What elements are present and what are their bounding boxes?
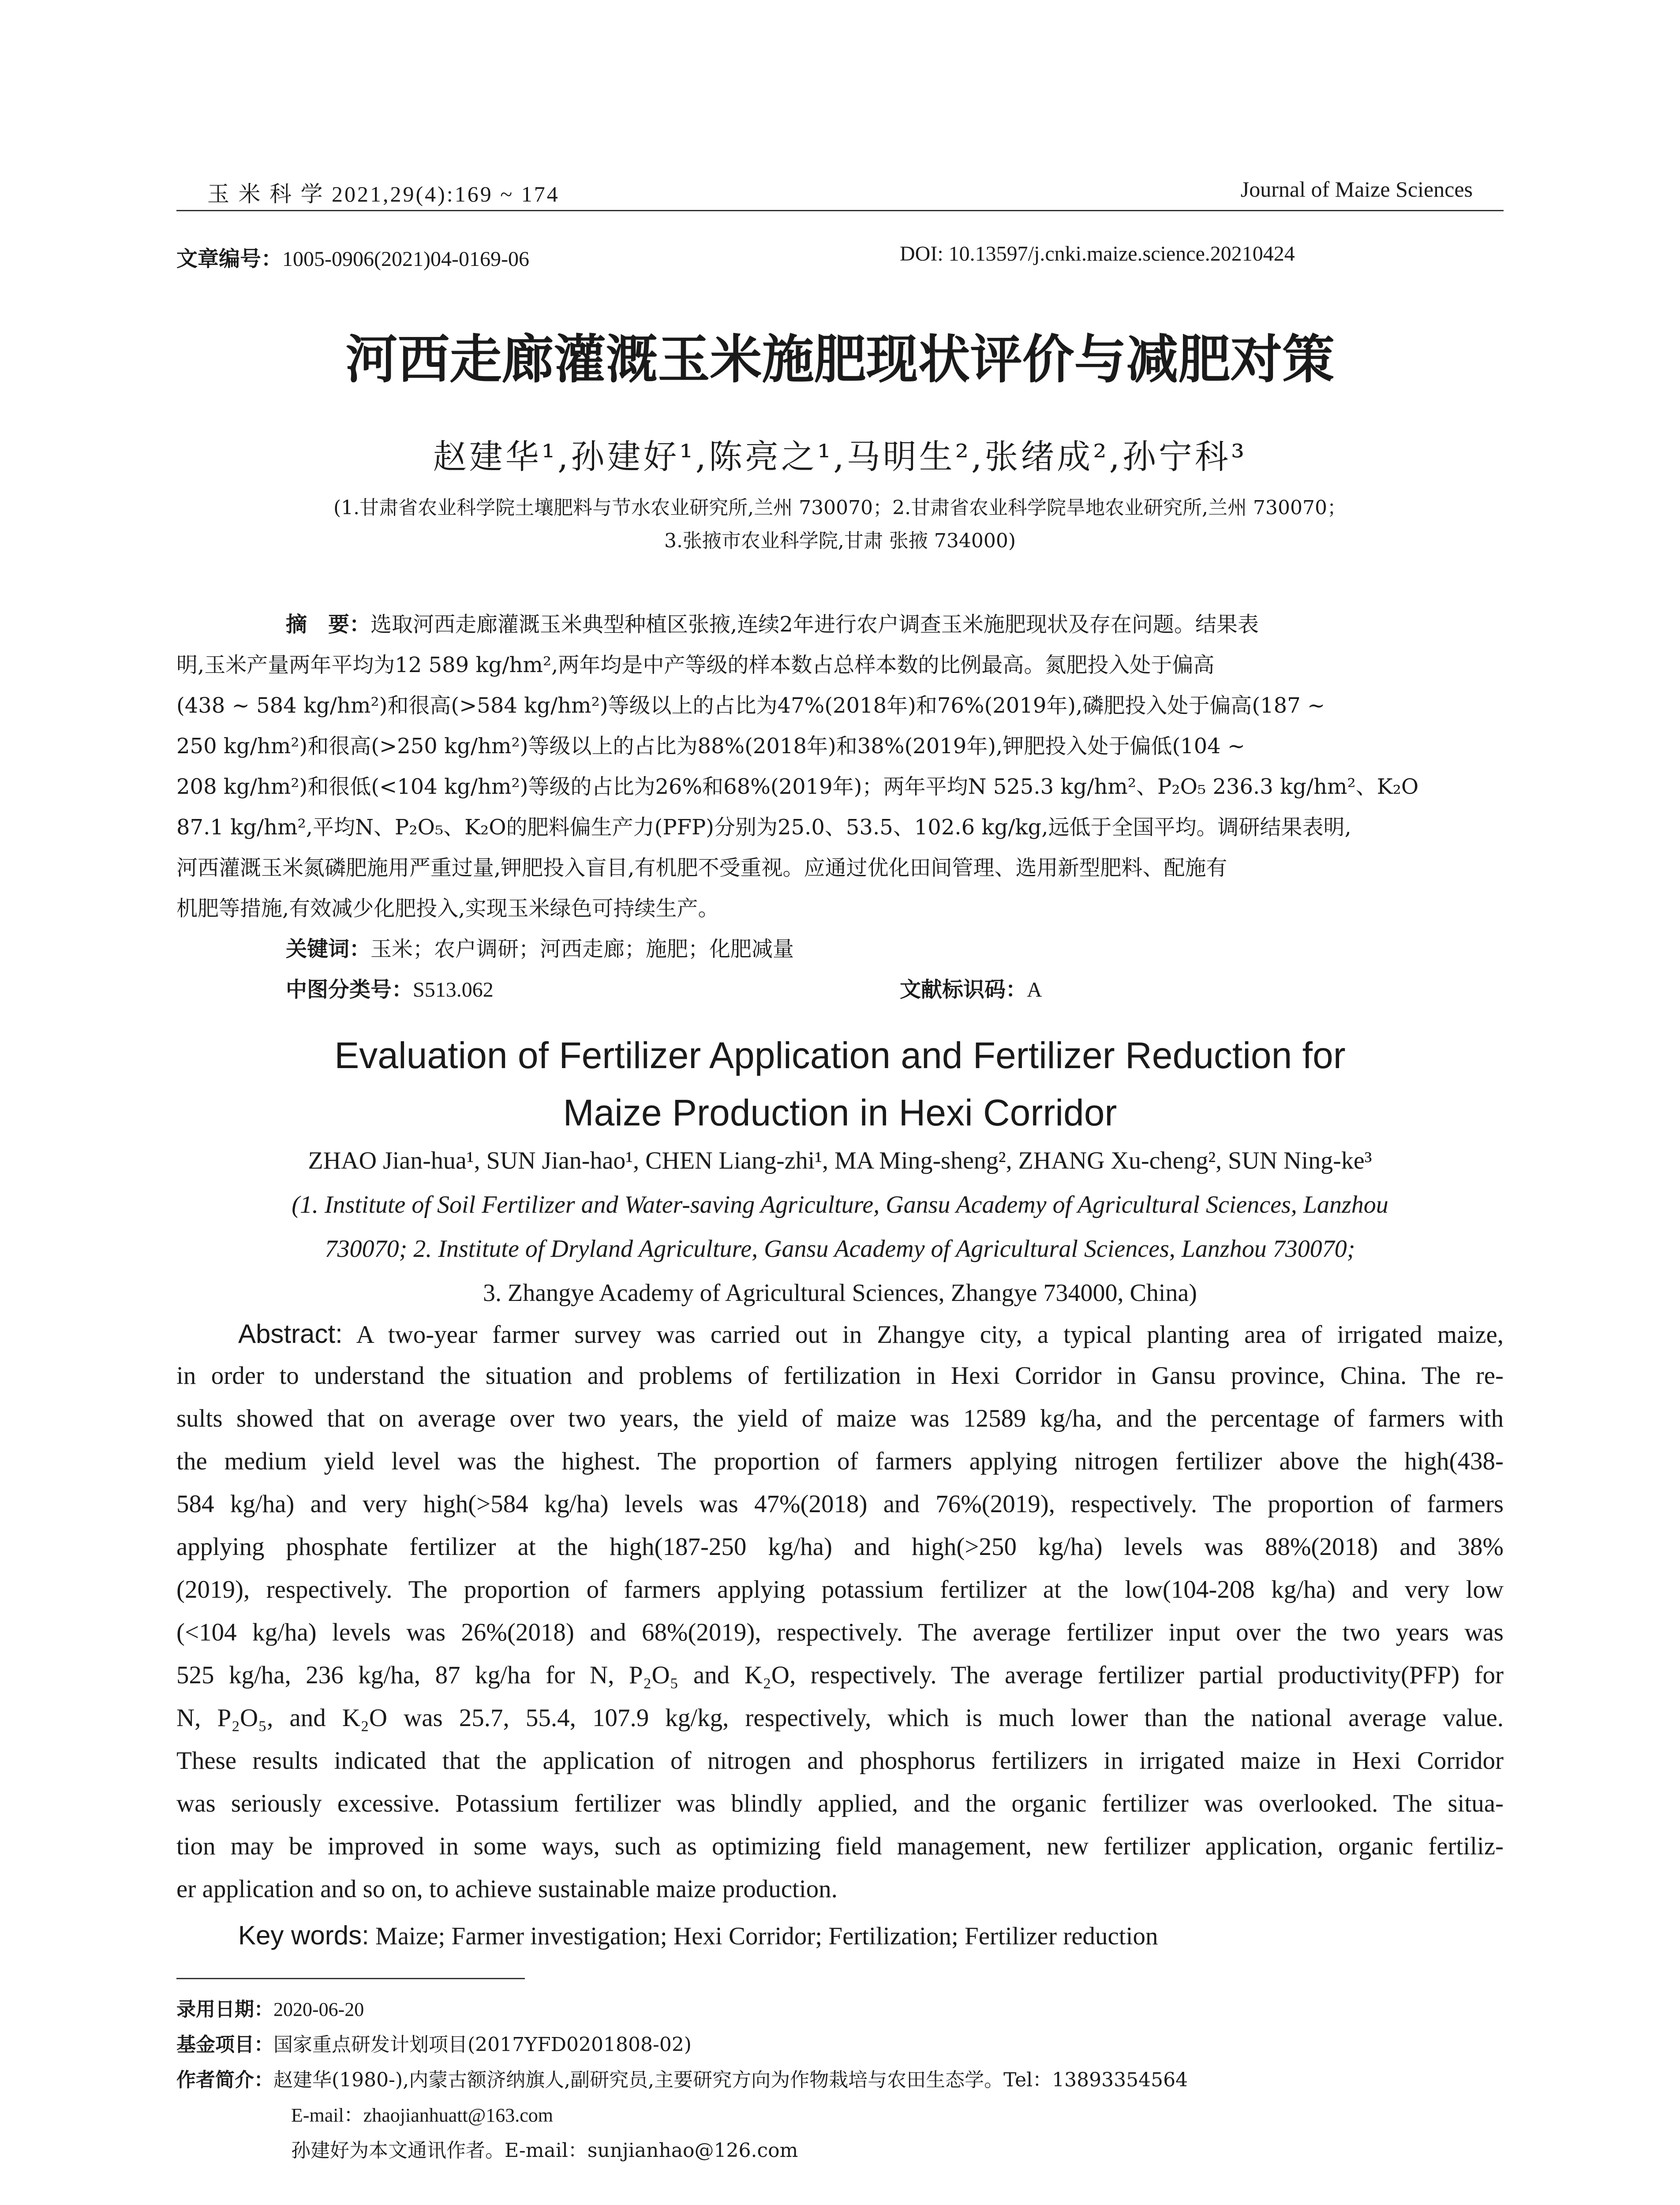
en-abstract-line: in order to understand the situation and problems of fertilization in Hexi Corridor in Gansu province, China. The re- xyxy=(176,1362,1504,1390)
en-abstract-line: tion may be improved in some ways, such as optimizing field management, new fertilizer application, organic fertiliz- xyxy=(176,1832,1504,1860)
cn-doc-code-label: 文献标识码： xyxy=(900,977,1027,1002)
en-abstract-line: was seriously excessive. Potassium fertilizer was blindly applied, and the organic fertilizer was overlooked. The situa- xyxy=(176,1790,1504,1817)
en-title-line: Maize Production in Hexi Corridor xyxy=(563,1092,1117,1133)
article-number-value: 1005-0906(2021)04-0169-06 xyxy=(282,247,529,271)
footnote-corresponding: 孙建好为本文通讯作者。E-mail：sunjianhao@126.com xyxy=(291,2139,798,2162)
en-keywords-value: Maize; Farmer investigation; Hexi Corridor; Fertilization; Fertilizer reduction xyxy=(375,1922,1158,1950)
cn-keywords-label: 关键词： xyxy=(286,937,371,961)
en-keywords-label: Key words: xyxy=(238,1921,369,1950)
en-authors: ZHAO Jian-hua¹, SUN Jian-hao¹, CHEN Liang-zhi¹, MA Ming-sheng², ZHANG Xu-cheng², SUN Ning-ke³ xyxy=(308,1147,1372,1174)
en-abstract-label: Abstract: xyxy=(238,1319,343,1349)
en-abstract-line: the medium yield level was the highest. The proportion of farmers applying nitrogen fertilizer above the high(438- xyxy=(176,1447,1504,1475)
footnote-received: 录用日期：2020-06-20 xyxy=(176,1998,364,2021)
cn-abstract-line: 摘 要：选取河西走廊灌溉玉米典型种植区张掖,连续2年进行农户调查玉米施肥现状及存在问题。结果表 xyxy=(286,612,1259,637)
en-affiliation-line: 3. Zhangye Academy of Agricultural Sciences, Zhangye 734000, China) xyxy=(483,1279,1197,1307)
cn-abstract-line: 河西灌溉玉米氮磷肥施用严重过量,钾肥投入盲目,有机肥不受重视。应通过优化田间管理、选用新型肥料、配施有 xyxy=(176,856,1227,880)
journal-header-cn: 玉 米 科 学 2021,29(4):169 ~ 174 xyxy=(207,182,560,206)
doi: DOI: 10.13597/j.cnki.maize.science.20210424 xyxy=(900,242,1295,265)
cn-clc xyxy=(286,979,494,1001)
cn-clc-value: S513.062 xyxy=(413,978,494,1002)
journal-header-en: Journal of Maize Sciences xyxy=(1240,177,1473,202)
cn-abstract-line: 明,玉米产量两年平均为12 589 kg/hm²,两年均是中产等级的样本数占总样本数的比例最高。氮肥投入处于偏高 xyxy=(176,653,1215,677)
header-divider xyxy=(176,210,1504,211)
en-abstract-line: sults showed that on average over two years, the yield of maize was 12589 kg/ha, and the percentage of farmers with xyxy=(176,1405,1504,1432)
en-abstract-line: These results indicated that the application of nitrogen and phosphorus fertilizers in irrigated maize in Hexi Corridor xyxy=(176,1747,1504,1775)
cn-affiliation-line: (1.甘肃省农业科学院土壤肥料与节水农业研究所,兰州 730070；2.甘肃省农业科学院旱地农业研究所,兰州 730070； xyxy=(333,497,1347,519)
cn-affiliation-line: 3.张掖市农业科学院,甘肃 张掖 734000) xyxy=(664,530,1016,552)
cn-abstract-line: (438 ~ 584 kg/hm²)和很高(>584 kg/hm²)等级以上的占比为47%(2018年)和76%(2019年),磷肥投入处于偏高(187 ~ xyxy=(176,693,1325,718)
cn-doc-code xyxy=(900,979,1042,1001)
en-abstract-line: 525 kg/ha, 236 kg/ha, 87 kg/ha for N, P₂O₅ and K₂O, respectively. The average fertilizer partial productivity(PFP) for xyxy=(176,1661,1504,1689)
cn-title: 河西走廊灌溉玉米施肥现状评价与减肥对策 xyxy=(345,329,1335,390)
cn-abstract-line: 250 kg/hm²)和很高(>250 kg/hm²)等级以上的占比为88%(2018年)和38%(2019年),钾肥投入处于偏低(104 ~ xyxy=(176,734,1246,759)
cn-abstract-line: 机肥等措施,有效减少化肥投入,实现玉米绿色可持续生产。 xyxy=(176,896,719,921)
cn-authors: 赵建华¹,孙建好¹,陈亮之¹,马明生²,张绪成²,孙宁科³ xyxy=(433,437,1247,476)
cn-abstract-label: 摘 要： xyxy=(286,612,371,637)
en-affiliation-line: 730070; 2. Institute of Dryland Agriculture, Gansu Academy of Agricultural Sciences, Lanzhou 730070; xyxy=(325,1235,1355,1263)
cn-doc-code-value: A xyxy=(1027,978,1042,1002)
en-abstract-line: N, P₂O₅, and K₂O was 25.7, 55.4, 107.9 kg/kg, respectively, which is much lower than the national average value. xyxy=(176,1704,1504,1732)
en-abstract-line: Abstract: A two-year farmer survey was carried out in Zhangye city, a typical planting area of irrigated maize, xyxy=(238,1319,1504,1349)
footnote-divider xyxy=(176,1978,525,1979)
cn-keywords-value: 玉米；农户调研；河西走廊；施肥；化肥减量 xyxy=(370,937,794,961)
en-abstract-line: 584 kg/ha) and very high(>584 kg/ha) levels was 47%(2018) and 76%(2019), respectively. The proportion of farmers xyxy=(176,1490,1504,1518)
en-affiliation-line: (1. Institute of Soil Fertilizer and Water-saving Agriculture, Gansu Academy of Agricultural Sciences, Lanzhou xyxy=(292,1191,1388,1218)
cn-keywords xyxy=(286,938,794,960)
en-abstract-line: applying phosphate fertilizer at the high(187-250 kg/ha) and high(>250 kg/ha) levels was 88%(2018) and 38% xyxy=(176,1533,1504,1561)
en-title-line: Evaluation of Fertilizer Application and Fertilizer Reduction for xyxy=(334,1035,1346,1076)
footnote-author-email: E-mail：zhaojianhuatt@163.com xyxy=(291,2104,554,2126)
en-abstract-line: (2019), respectively. The proportion of farmers applying potassium fertilizer at the low(104-208 kg/ha) and very low xyxy=(176,1576,1504,1603)
cn-clc-label: 中图分类号： xyxy=(286,977,413,1002)
article-number-label: 文章编号： xyxy=(176,247,283,271)
en-keywords xyxy=(238,1920,1158,1951)
en-abstract-line: er application and so on, to achieve sustainable maize production. xyxy=(176,1875,838,1903)
article-number xyxy=(176,242,529,272)
cn-abstract-line: 208 kg/hm²)和很低(<104 kg/hm²)等级的占比为26%和68%(2019年)；两年平均N 525.3 kg/hm²、P₂O₅ 236.3 kg/hm²、K₂O xyxy=(176,774,1419,799)
footnote-fund: 基金项目：国家重点研发计划项目(2017YFD0201808-02) xyxy=(176,2033,692,2056)
footnote-author-bio: 作者简介：赵建华(1980-),内蒙古额济纳旗人,副研究员,主要研究方向为作物栽培与农田生态学。Tel：13893354564 xyxy=(176,2069,1188,2091)
cn-abstract-line: 87.1 kg/hm²,平均N、P₂O₅、K₂O的肥料偏生产力(PFP)分别为25.0、53.5、102.6 kg/kg,远低于全国平均。调研结果表明, xyxy=(176,815,1351,840)
en-abstract-line: (<104 kg/ha) levels was 26%(2018) and 68%(2019), respectively. The average fertilizer input over the two years was xyxy=(176,1618,1504,1646)
